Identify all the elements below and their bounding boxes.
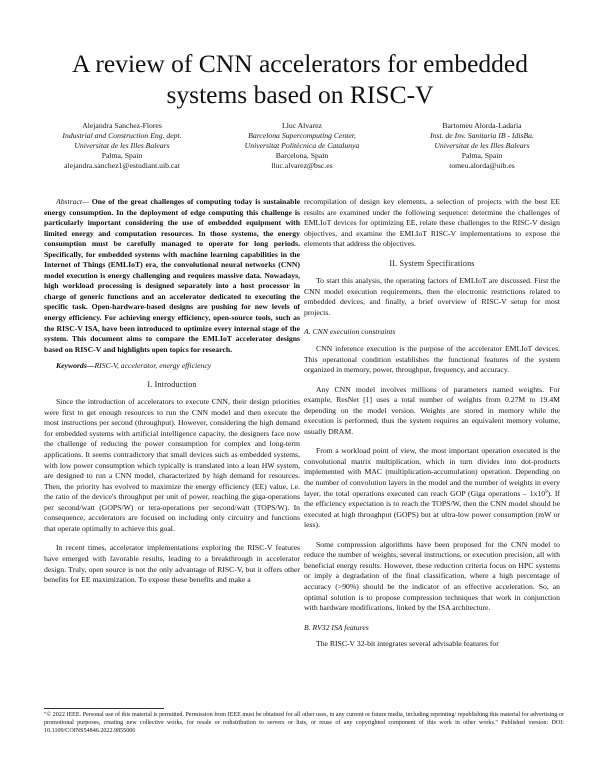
author-affiliation: Universitat de les Illes Balears: [434, 141, 530, 151]
abstract: [44, 197, 300, 355]
keywords: [44, 361, 300, 372]
paragraph: Some compression algorithms have been proposed for the CNN model to reduce the number of weights, several instructions, or execution precision, all with beneficial energy results. However, these reduction criteria focus on HPC systems or imply a degradation of the final classification, where a high percentage of accuracy (>90%) should be the indicator of an effective acceleration. So, an optimal solution is to propose compression techniques that work in conjunction with hardware modifications, linked by the ISA architecture.: [304, 539, 560, 613]
paragraph-text: From a workload point of view, the most important operation executed is the convolutional matrix multiplication, which in turn divides into dot-products implemented with MAC (multiplication-accumulation) operation. Depending on the number of convolution layers in the model and the number of weights in every layer, the total operations executed can reach GOP (Giga operations – 1x10: [304, 446, 560, 498]
footnote-divider: [44, 708, 164, 709]
author-name: Bartomeu Alorda-Ladaria: [442, 121, 522, 130]
author-affiliation: Inst. de Inv. Sanitaria IB - IdisBa.: [430, 131, 534, 141]
author-affiliation: Universitat de les Illes Balears: [74, 141, 170, 151]
author-email[interactable]: lluc.alvarez@bsc.es: [271, 161, 333, 171]
abstract-label: Abstract—: [56, 197, 89, 206]
author-name: Lluc Alvarez: [282, 121, 322, 130]
subsection-heading-cnn-constraints: A. CNN execution constraints: [304, 327, 396, 337]
author-affiliation: Universitat Politècnica de Catalunya: [244, 141, 360, 151]
exponent: 9: [545, 489, 548, 495]
author-affiliation: Industrial and Construction Eng. dept.: [62, 131, 182, 141]
author-email[interactable]: alejandra.sanchez1@estudiant.uib.cat: [64, 161, 180, 171]
author-1: [32, 121, 212, 171]
author-block: [32, 121, 572, 171]
author-location: Palma, Spain: [461, 151, 503, 161]
paragraph: To start this analysis, the operating factors of EMLIoT are discussed. First the CNN model execution requirements, then the electronic restrictions related to embedded devices, and finally, a brief overview of RISC-V setup for most projects.: [304, 276, 560, 317]
paragraph: [304, 446, 560, 530]
paragraph-text: ). If the efficiency expectation is to reach the TOPS/W, then the CNN model should be executed at high throughput (GOPS) but at ultra-low power consumption (mW or less).: [304, 488, 560, 530]
author-3: [392, 121, 572, 171]
section-heading-system-specifications: II. System Specifications: [389, 258, 475, 268]
author-location: Barcelona, Spain: [275, 151, 329, 161]
paper-title: A review of CNN accelerators for embedded systems based on RISC-V: [72, 49, 528, 109]
paragraph: Any CNN model involves millions of parameters named weights. For example, ResNet [1] uses a total number of weights from 0.27M to 19.4M depending on the model version. Weights are stored in memory while the execution is performed, thus the system requires an equivalent memory volume, usually DRAM.: [304, 384, 560, 436]
paragraph: Since the introduction of accelerators to execute CNN, their design priorities were first to get enough resources to run the CNN model and then execute the most instructions per second (throughput). However, considering the high demand for embedded systems with artificial intelligence capacity, the designers face now the challenge of reducing the power consumption for complex and long-term applications. It seems contradictory that small devices such as embedded systems, with low power consumption which typically is translated into a lean HW system, are designed to run a CNN model, characterized by high demand for resources. Then, the priority has evolved to maximize the energy efficiency (EE) value, i.e. the ratio of the device's throughput per unit of power, reaching the giga-operations per second/watt (GOPS/W) or tera-operations per second/watt (TOPS/W). In consequence, accelerators are focused on including only circuitry and functions that operate optimally to achieve this goal.: [44, 397, 300, 533]
author-location: Palma, Spain: [101, 151, 143, 161]
paragraph: In recent times, accelerator implementations exploring the RISC-V features have emerged with favorable results, leading to a breakthrough in accelerator design. Truly, open source is not the only advantage of RISC-V, but it offers other benefits for EE maximization. To expose these benefits and make a: [44, 543, 300, 585]
copyright-footnote: "© 2022 IEEE. Personal use of this material is permitted. Permission from IEEE must be obtained for all other uses, in any current or future media, including reprinting/ republishing this material for advertising or promotional purposes, creating new collective works, for resale or redistribution to servers or lists, or reuse of any copyrighted component of this work in other works." Published version: DOI: 10.1109/COINS54846.2022.9855006: [44, 712, 564, 734]
right-column: [304, 197, 560, 659]
author-email[interactable]: tomeu.alorda@uib.es: [449, 161, 515, 171]
author-name: Alejandra Sanchez-Flores: [82, 121, 162, 130]
keywords-label: Keywords—: [56, 361, 95, 371]
paragraph: The RISC-V 32-bit integrates several advisable features for: [316, 639, 499, 649]
author-2: [212, 121, 392, 171]
paragraph: recompilation of design key elements, a selection of projects with the best EE results are examined under the following sequence: determine the challenges of EMLIoT devices for optimizing EE, relate these challenges to the RISC-V design objectives, and examine the EMLIoT RISC-V implementations to expose the elements that address the objectives.: [304, 197, 560, 249]
paragraph: CNN inference execution is the purpose of the accelerator EMLIoT devices. This operational condition establishes the functional features of the system organized in memory, power, throughput, frequency, and accuracy.: [304, 344, 560, 375]
subsection-heading-rv32-isa: B. RV32 ISA features: [304, 622, 369, 632]
abstract-text: One of the great challenges of computing today is sustainable energy consumption. In the deployment of edge computing this challenge is particularly important considering the use of embedded equipment with limited energy and computation resources. In those systems, the energy consumption must be carefully managed to operate for long periods. Specifically, for embedded systems with machine learning capabilities in the Internet of Things (EMLIoT) era, the convolutional neural networks (CNN) model execution is energy challenging and requires massive data. Nowadays, high workload processing is designed separately into a host processor in charge of generic functions and an accelerator dedicated to executing the specific task. Open-hardware-based designs are pushing for new levels of energy efficiency. For achieving energy efficiency, open-source tools, such as the RISC-V ISA, have been introduced to optimize every internal stage of the system. This document aims to compare the EMLIoT accelerator designs based on RISC-V and highlights open topics for research.: [44, 197, 300, 354]
author-affiliation: Barcelona Supercomputing Center,: [248, 131, 356, 141]
section-heading-introduction: I. Introduction: [147, 379, 197, 389]
left-column: [44, 197, 300, 595]
keywords-text: RISC-V, accelerator, energy efficiency: [94, 361, 212, 371]
